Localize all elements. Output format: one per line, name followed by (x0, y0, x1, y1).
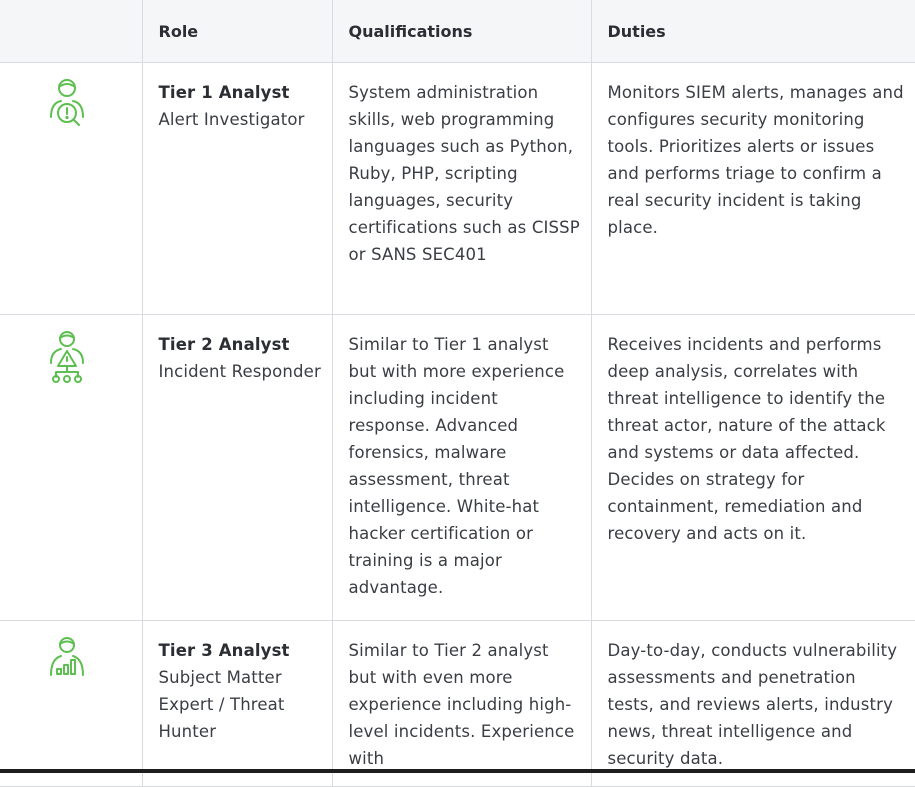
duties-cell: Receives incidents and performs deep analysis, correlates with threat intelligence to identify the threat actor, nature of the attack and systems or data affected. Decides on strategy for containment, remediation and recovery and acts on it. (591, 315, 915, 621)
header-role: Role (142, 0, 332, 63)
role-subtitle: Incident Responder (158, 362, 321, 381)
icon-cell (0, 621, 142, 787)
table-header-row (0, 0, 915, 63)
header-icon-column (0, 0, 142, 63)
bottom-edge-bar (0, 769, 915, 773)
analyst-bar-chart-icon (47, 635, 87, 691)
role-title: Tier 2 Analyst (158, 335, 290, 354)
role-subtitle: Alert Investigator (158, 110, 305, 129)
role-subtitle: Subject Matter Expert / Threat Hunter (158, 668, 285, 741)
role-title: Tier 1 Analyst (158, 83, 290, 102)
header-qualifications: Qualifications (332, 0, 591, 63)
header-duties: Duties (591, 0, 915, 63)
icon-cell (0, 63, 142, 315)
duties-cell: Monitors SIEM alerts, manages and configures security monitoring tools. Prioritizes alerts or issues and performs triage to confirm a real security incident is taking place. (591, 63, 915, 315)
role-title: Tier 3 Analyst (158, 641, 290, 660)
role-cell (142, 315, 332, 621)
analyst-warning-network-icon (47, 329, 87, 385)
analyst-magnifier-alert-icon (47, 77, 87, 133)
qualifications-cell: Similar to Tier 2 analyst but with even more experience including high-level incidents. Experience with (332, 621, 591, 787)
role-cell (142, 63, 332, 315)
duties-cell: Day-to-day, conducts vulnerability assessments and penetration tests, and reviews alerts, industry news, threat intelligence and security data. (591, 621, 915, 787)
role-cell (142, 621, 332, 787)
table-row (0, 621, 915, 787)
qualifications-cell: Similar to Tier 1 analyst but with more experience including incident response. Advanced forensics, malware assessment, threat intelligence. White-hat hacker certification or training is a major advantage. (332, 315, 591, 621)
table-row (0, 315, 915, 621)
qualifications-cell: System administration skills, web programming languages such as Python, Ruby, PHP, scripting languages, security certifications such as CISSP or SANS SEC401 (332, 63, 591, 315)
icon-cell (0, 315, 142, 621)
table-row (0, 63, 915, 315)
